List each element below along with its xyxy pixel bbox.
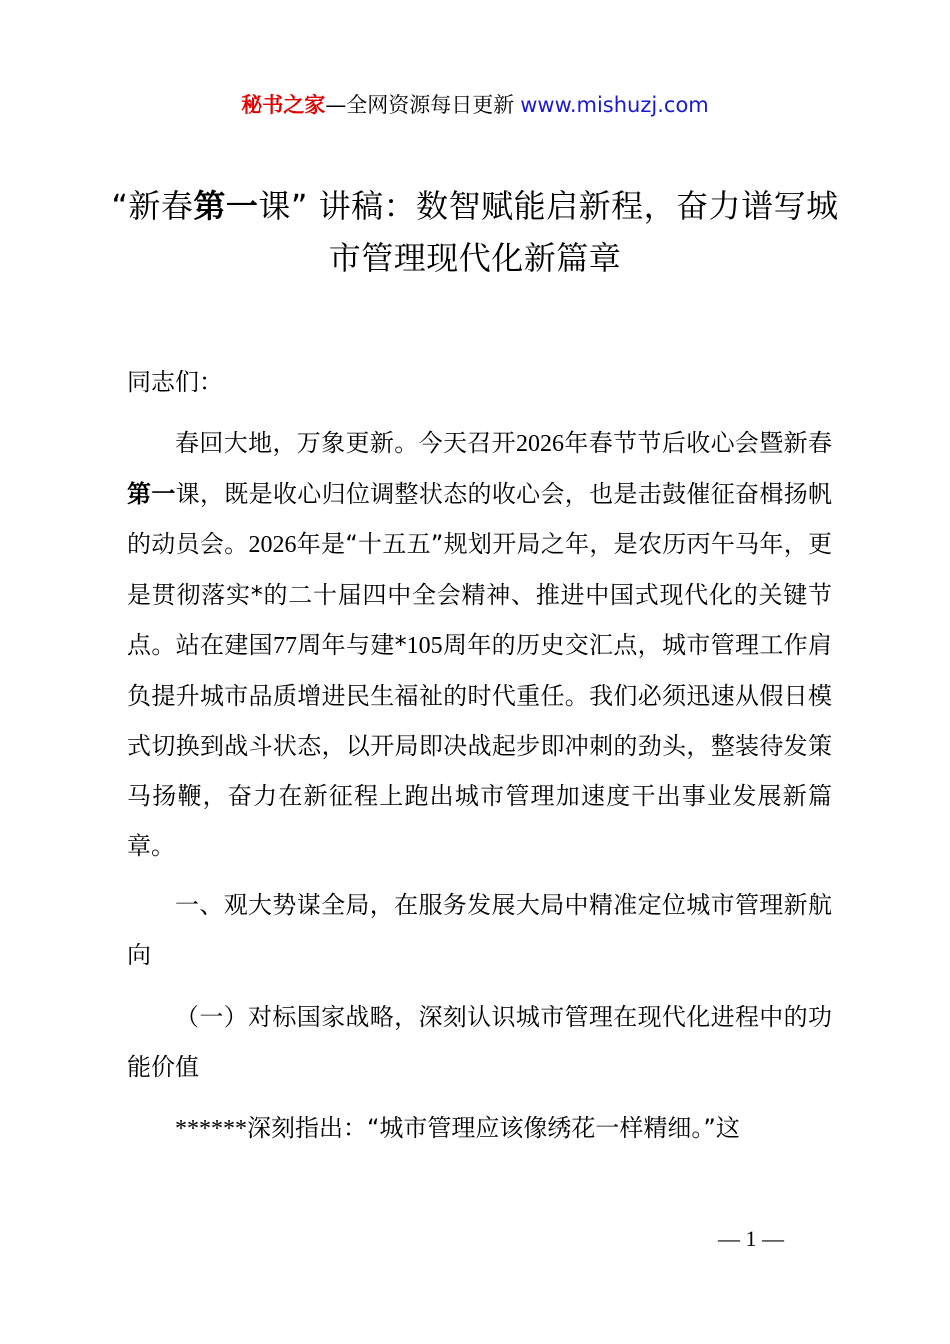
document-title [100, 180, 850, 284]
title-part-1: “新春 [111, 187, 194, 225]
p1-year-2: 2026 [248, 532, 297, 558]
p2-text: 深刻指出：“城市管理应该像绣花一样精细。”这 [247, 1114, 740, 1142]
paragraph-1 [127, 418, 832, 871]
p1-bold-text: 第一 [127, 480, 176, 508]
section-heading-1: 一、观大势谋全局，在服务发展大局中精准定位城市管理新航向 [127, 891, 832, 969]
p1-number-1: 77 [273, 633, 297, 659]
site-url-link[interactable]: www.mishuzj.com [520, 93, 709, 117]
subsection-heading-1: （一）对标国家战略，深刻认识城市管理在现代化进程中的功能价值 [127, 1003, 832, 1081]
p1-text-4: 年是“十五五”规划开局之年，是农历丙午马年，更是贯彻落实*的二十届四中全会精神、推进中国式现代化的关键节点。站在建国 [127, 530, 832, 659]
page-number: — 1 — [718, 1226, 784, 1251]
p1-text-2: 年春节节后收心会暨新春 [564, 429, 833, 457]
header-tagline: —全网资源每日更新 [325, 93, 515, 117]
title-bold-part: 第一 [193, 187, 259, 225]
p1-text-5: 周年与建* [297, 631, 407, 659]
site-header [0, 88, 950, 122]
greeting: 同志们： [127, 368, 223, 396]
paragraph-2 [127, 1103, 832, 1154]
p1-text-3: 课，既是收心归位调整状态的收心会，也是击鼓催征奋楫扬帆的动员会。 [127, 480, 833, 558]
p1-text-6: 周年的历史交汇点，城市管理工作肩负提升城市品质增进民生福祉的时代重任。我们必须迅速从假日模式切换到战斗状态，以开局即决战起步即冲刺的劲头，整装待发策马扬鞭，奋力在新征程上跑出城市管理加速度干出事业发展新篇章。 [127, 631, 833, 860]
brand-name: 秘书之家 [241, 93, 326, 117]
p1-number-2: 105 [406, 633, 443, 659]
p1-text-1: 春回大地，万象更新。今天召开 [175, 429, 517, 457]
p1-year-1: 2026 [516, 431, 565, 457]
p2-stars: ****** [175, 1116, 247, 1142]
title-part-3: 课” 讲稿：数智赋能启新程，奋力谱写城市管理现代化新篇章 [258, 187, 839, 277]
